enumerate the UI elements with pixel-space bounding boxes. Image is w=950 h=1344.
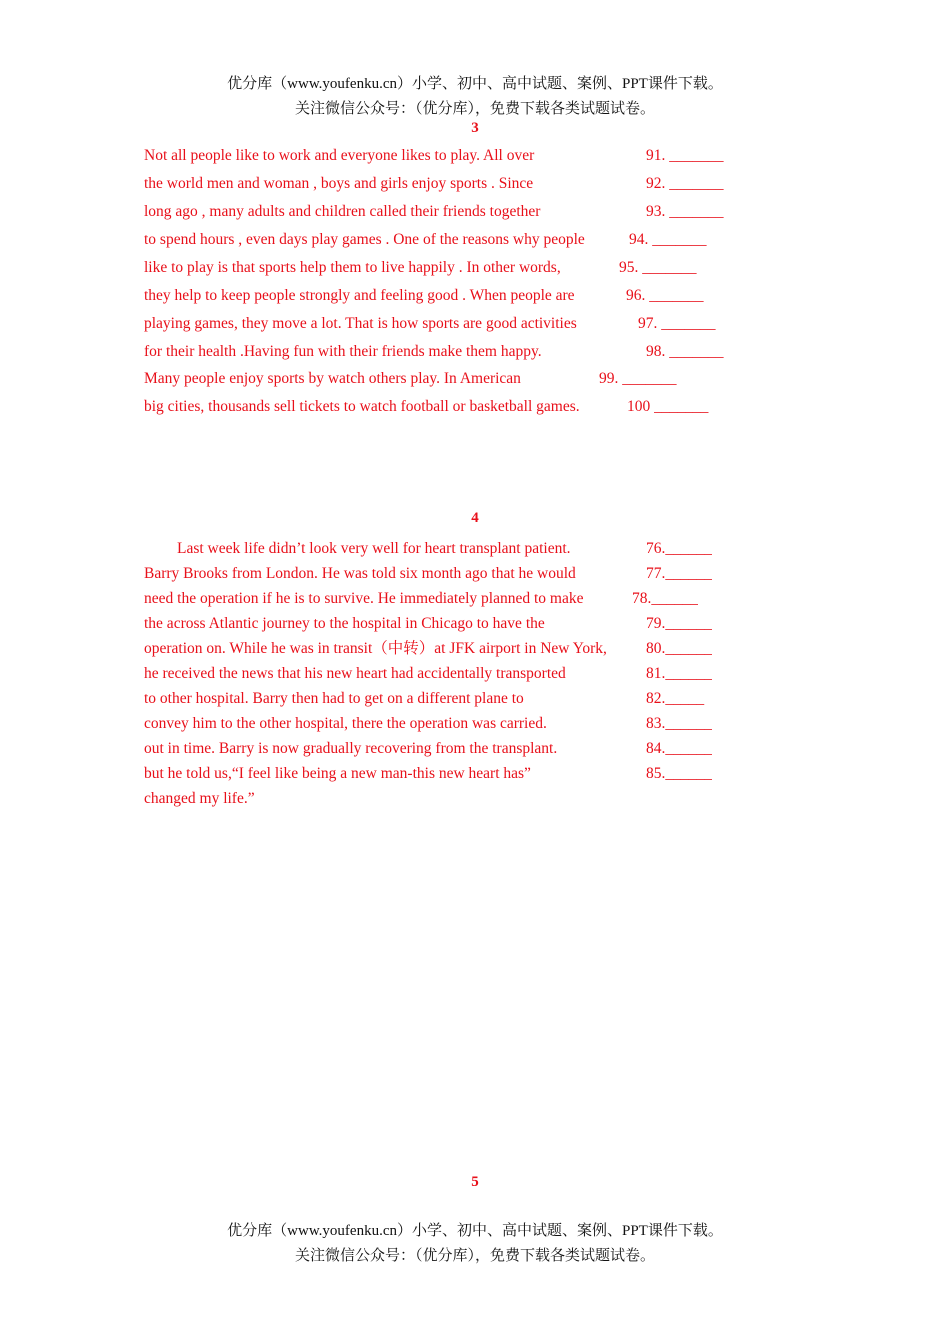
passage-line: the across Atlantic journey to the hospital in Chicago to have the (144, 615, 545, 632)
passage-line: need the operation if he is to survive. He immediately planned to make (144, 590, 584, 607)
passage-line: for their health .Having fun with their friends make them happy. (144, 343, 542, 360)
footer-line-1: 优分库（www.youfenku.cn）小学、初中、高中试题、案例、PPT课件下载。 (227, 1223, 723, 1239)
answer-blank: 91. _______ (646, 147, 724, 164)
answer-blank: 85.______ (646, 765, 712, 782)
footer-line-2: 关注微信公众号：（优分库），免费下载各类试题试卷。 (294, 1248, 655, 1264)
answer-blank: 84.______ (646, 740, 712, 757)
section-5-number: 5 (471, 1174, 479, 1190)
passage-line: but he told us,“I feel like being a new man-this new heart has” (144, 765, 531, 782)
passage-line: Not all people like to work and everyone likes to play. All over (144, 147, 535, 164)
passage-line: changed my life.” (144, 790, 255, 807)
answer-blank: 76.______ (646, 540, 712, 557)
answer-blank: 81.______ (646, 665, 712, 682)
answer-blank: 83.______ (646, 715, 712, 732)
answer-blank: 94. _______ (629, 231, 707, 248)
passage-line: playing games, they move a lot. That is how sports are good activities (144, 315, 577, 332)
answer-blank: 95. _______ (619, 259, 697, 276)
answer-blank: 100 _______ (627, 398, 709, 415)
section-4-number: 4 (471, 510, 479, 526)
passage-line: to other hospital. Barry then had to get on a different plane to (144, 690, 524, 707)
answer-blank: 93. _______ (646, 203, 724, 220)
passage-line: big cities, thousands sell tickets to watch football or basketball games. (144, 398, 580, 415)
header-line-1: 优分库（www.youfenku.cn）小学、初中、高中试题、案例、PPT课件下载。 (227, 76, 723, 92)
answer-blank: 92. _______ (646, 175, 724, 192)
answer-blank: 99. _______ (599, 370, 677, 387)
passage-line: operation on. While he was in transit（中转）at JFK airport in New York, (144, 640, 607, 657)
answer-blank: 78.______ (632, 590, 698, 607)
passage-line: Barry Brooks from London. He was told six month ago that he would (144, 565, 576, 582)
passage-line: they help to keep people strongly and feeling good . When people are (144, 287, 575, 304)
passage-line: out in time. Barry is now gradually recovering from the transplant. (144, 740, 558, 757)
answer-blank: 80.______ (646, 640, 712, 657)
passage-line: to spend hours , even days play games . One of the reasons why people (144, 231, 585, 248)
section-3-number: 3 (471, 120, 479, 136)
answer-blank: 82._____ (646, 690, 705, 707)
passage-line: like to play is that sports help them to live happily . In other words, (144, 259, 561, 276)
passage-line: convey him to the other hospital, there the operation was carried. (144, 715, 547, 732)
passage-line: long ago , many adults and children called their friends together (144, 203, 541, 220)
passage-line: he received the news that his new heart had accidentally transported (144, 665, 566, 682)
answer-blank: 96. _______ (626, 287, 704, 304)
answer-blank: 77.______ (646, 565, 712, 582)
header-line-2: 关注微信公众号：（优分库），免费下载各类试题试卷。 (294, 101, 655, 117)
answer-blank: 79.______ (646, 615, 712, 632)
answer-blank: 98. _______ (646, 343, 724, 360)
passage-line: the world men and woman , boys and girls enjoy sports . Since (144, 175, 534, 192)
passage-line: Many people enjoy sports by watch others play. In American (144, 370, 521, 387)
answer-blank: 97. _______ (638, 315, 716, 332)
passage-line: Last week life didn’t look very well for heart transplant patient. (177, 540, 571, 557)
